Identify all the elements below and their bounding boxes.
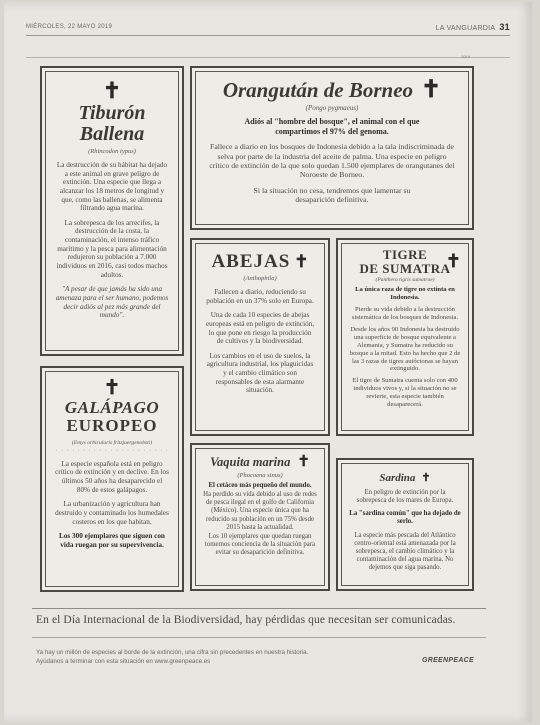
obituary-frame <box>195 71 469 225</box>
folio-label: 2019 <box>461 54 470 59</box>
obituary-lead: La única raza de tigre no extinta en Indonesia. <box>355 286 455 302</box>
greenpeace-logo: GREENPEACE <box>421 657 474 664</box>
scientific-name: (Emys orbicularis fritzjuergenobsti) <box>71 439 153 446</box>
obituary-frame <box>195 243 325 431</box>
obituary-lead: Adiós al "hombre del bosque", el animal con el que compartimos el 97% del genoma. <box>244 117 420 136</box>
obituary-paragraph: La urbanización y agricultura han destruido y contaminado los humedales costeros en los que habitan. <box>55 500 169 526</box>
obituary-paragraph: Desde los años 90 Indonesia ha destruido una superficie de bosque equivalente a Alemania, y Sumatra ha reducido su bosque a la mitad. Esto ha hecho que 2 de las 3 razas de tigres autóctonas se hayan extinguido. <box>349 325 461 373</box>
obituary-title: TIGRE <box>382 247 428 262</box>
obituary-title-line2: EUROPEO <box>66 415 158 435</box>
obituary-paragraph: Los 10 ejemplares que quedan ruegan tomemos conciencia de la situación para evitar su desaparición definitiva. <box>204 532 316 557</box>
obituary-heading <box>349 468 461 486</box>
footer-note <box>36 649 308 667</box>
scientific-name: (Anthophila) <box>243 275 277 282</box>
obituary-paragraph: Los cambios en el uso de suelos, la agricultura industrial, los plaguicidas y el cambio climático son responsables de esta alarmante situación. <box>206 351 314 395</box>
scientific-name: (Pongo pygmaeus) <box>305 104 359 112</box>
obituary-paragraph: Una de cada 10 especies de abejas europeas está en peligro de extinción, lo que pone en riesgo la producción de cultivos y la biodiversidad. <box>205 311 315 346</box>
footer-headline: En el Día Internacional de la Biodiversidad, hay pérdidas que necesitan ser comunicadas. <box>36 614 456 626</box>
obituary-vaquita-marina <box>190 443 330 591</box>
obituary-frame <box>195 448 325 586</box>
obituary-paragraph: Si la situación no cesa, tendremos que lamentar su desaparición definitiva. <box>253 185 411 204</box>
obituary-title-line2: Ballena <box>79 123 145 145</box>
obituary-paragraph: Pierde su vida debido a la destrucción sistemática de los bosques de Indonesia. <box>351 306 459 321</box>
cross-icon: ✝ <box>297 454 310 470</box>
obituary-paragraph: En peligro de extinción por la sobrepesca de los mares de Europa. <box>356 489 454 505</box>
obituary-paragraph: La destrucción de su hábitat ha dejado a este animal en grave peligro de extinción. Una especie que llega a alcanzar los 18 metros de longitud y que, como las ballenas, se alimenta filtrando agua marina. <box>56 161 168 213</box>
scientific-name: (Phocoena sinus) <box>237 472 283 479</box>
obituary-abejas <box>190 238 330 436</box>
cross-icon: ✝ <box>103 377 121 399</box>
obituary-tiburon-ballena <box>40 66 184 356</box>
header-rule <box>26 35 510 36</box>
cross-icon: ✝ <box>421 472 431 484</box>
header-paper: LA VANGUARDIA <box>435 25 496 32</box>
cross-icon: ✝ <box>445 251 461 271</box>
obituary-lead: La "sardina común" que ha dejado de serlo. <box>349 510 461 526</box>
obituary-title: Orangután de Borneo <box>222 78 414 102</box>
obituary-frame <box>341 463 469 586</box>
obituary-paragraph: La especie española está en peligro crítico de extinción y en declive. En los últimos 50 años ha desaparecido el 80% de estos galápagos. <box>55 459 169 494</box>
scientific-name: (Rhincodon typus) <box>88 148 136 155</box>
page-header <box>26 22 510 34</box>
footer-rule <box>32 608 486 609</box>
header-masthead <box>436 22 510 32</box>
obituary-paragraph: Ha perdido su vida debido al uso de redes de pesca ilegal en el golfo de California (México). Una especie única que ha reducido su población en un 75% desde 2015 hasta la actualidad. <box>203 491 317 531</box>
obituary-paragraph: Fallece a diario en los bosques de Indonesia debido a la tala indiscriminada de selva por parte de la industria del aceite de palma. Una especie en peligro crítico de extinción de la que solo quedan 1.500 ejemplares de orangutanes del Noroeste de Borneo. <box>209 142 455 180</box>
dotted-divider: · · · · · · · · · · · · · · · · · · · · · <box>55 447 169 454</box>
obituary-sardina <box>336 458 474 591</box>
obituary-paragraph: La sobrepesca de los arrecifes, la destrucción de la costa, la contaminación, el intenso tráfico marítimo y la pesca para alimentación redujeron su población a 7.000 individuos en 2016, casi todos machos adultos. <box>56 218 168 279</box>
obituary-title: Tiburón <box>78 102 146 124</box>
obituary-closing: Los 300 ejemplares que siguen con vida ruegan por su supervivencia. <box>59 532 165 549</box>
obituary-paragraph: El tigre de Sumatra cuenta solo con 400 individuos vivos y, si la situación no se revierte, esta especie también desaparecerá. <box>352 377 458 409</box>
obituary-heading <box>203 453 317 471</box>
cross-icon: ✝ <box>421 77 442 103</box>
obituary-galapago-europeo <box>40 366 184 592</box>
obituary-title: GALÁPAGO <box>64 398 160 417</box>
cross-icon: ✝ <box>102 78 122 103</box>
footer-note-line2: Ayúdanos a terminar con esta situación en www.greenpeace.es <box>36 657 211 665</box>
scientific-name: (Panthera tigris sumatrae) <box>375 277 435 284</box>
footer-rule-secondary <box>32 637 486 638</box>
obituary-heading <box>349 248 461 275</box>
obituary-paragraph: La especie más pescada del Atlántico centro-oriental está amenazada por la sobrepesca, el cambio climático y la contaminación del agua marina. No dejemos que siga pasando. <box>354 531 456 572</box>
obituary-frame <box>45 71 179 351</box>
obituary-heading <box>208 78 456 102</box>
newspaper-page <box>4 2 532 722</box>
obituary-title: ABEJAS <box>211 251 291 272</box>
obituary-lead: El cetáceo más pequeño del mundo. <box>208 482 312 489</box>
obituary-heading <box>205 252 315 272</box>
obituary-frame <box>341 243 469 431</box>
obituary-title: Vaquita marina <box>210 455 291 469</box>
header-date: MIÉRCOLES, 22 MAYO 2019 <box>26 24 113 30</box>
header-page-number: 31 <box>499 22 510 32</box>
obituary-title-line2: DE SUMATRA <box>359 260 451 276</box>
obituary-title: Sardina <box>379 472 416 484</box>
obituary-tigre-sumatra <box>336 238 474 436</box>
header-rule-secondary <box>26 57 510 58</box>
obituary-frame <box>45 371 179 587</box>
footer-note-line1: Ya hay un millón de especies al borde de la extinción, una cifra sin precedentes en nuestra historia. <box>36 649 309 656</box>
obituary-quote: "A pesar de que jamás ha sido una amenaza para el ser humano, podemos decir adiós al pez más grande del mundo". <box>55 285 169 320</box>
obituary-orangutan <box>190 66 474 230</box>
obituary-paragraph: Fallecen a diario, reduciendo su población en un 37% solo en Europa. <box>206 288 314 305</box>
cross-icon: ✝ <box>294 252 309 271</box>
